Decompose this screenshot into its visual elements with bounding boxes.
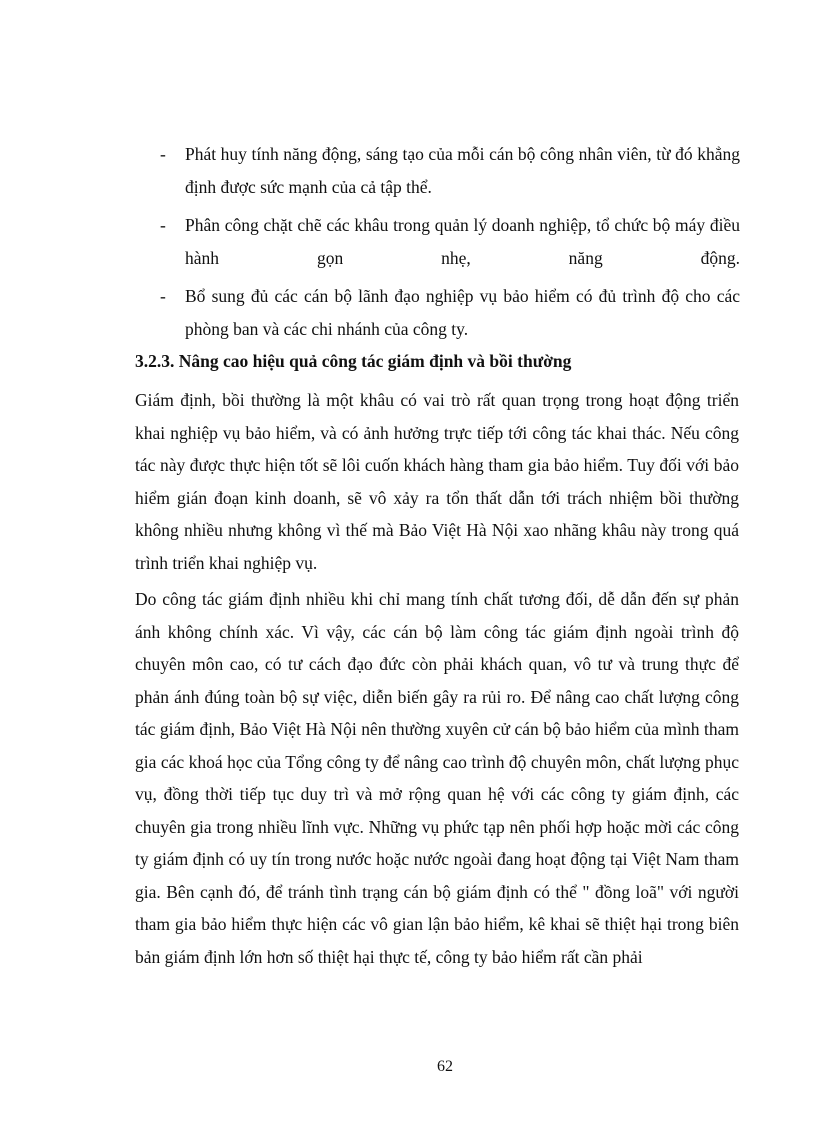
- section-heading: 3.2.3. Nâng cao hiệu quả công tác giám định và bồi thường: [135, 351, 572, 371]
- bullet-text: Phân công chặt chẽ các khâu trong quản lý doanh nghiệp, tổ chức bộ máy điều hành gọn nhẹ, năng động.: [185, 215, 740, 268]
- paragraph: Do công tác giám định nhiều khi chỉ mang tính chất tương đối, dễ dẫn đến sự phản ánh không chính xác. Vì vậy, các cán bộ làm công tác giám định ngoài trình độ chuyên môn cao, có tư cách đạo đức còn phải khách quan, vô tư và trung thực để phản ánh đúng toàn bộ sự việc, diễn biến gây ra rủi ro. Để nâng cao chất lượng công tác giám định, Bảo Việt Hà Nội nên thường xuyên cử cán bộ bảo hiểm của mình tham gia các khoá học của Tổng công ty để nâng cao trình độ chuyên môn, chất lượng phục vụ, đồng thời tiếp tục duy trì và mở rộng quan hệ với các công ty giám định, các chuyên gia trong nhiều lĩnh vực. Những vụ phức tạp nên phối hợp hoặc mời các công ty giám định có uy tín trong nước hoặc nước ngoài đang hoạt động tại Việt Nam tham gia. Bên cạnh đó, để tránh tình trạng cán bộ giám định có thể " đồng loã" với người tham gia bảo hiểm thực hiện các vô gian lận bảo hiểm, kê khai sẽ thiệt hại trong biên bản giám định lớn hơn số thiệt hại thực tế, công ty bảo hiểm rất cần phải: [135, 589, 739, 967]
- bullet-dash: -: [160, 215, 166, 235]
- bullet-item: [160, 138, 740, 204]
- bullet-dash: -: [160, 144, 166, 164]
- paragraph: Giám định, bồi thường là một khâu có vai trò rất quan trọng trong hoạt động triển khai nghiệp vụ bảo hiểm, và có ảnh hưởng trực tiếp tới công tác khai thác. Nếu công tác này được thực hiện tốt sẽ lôi cuốn khách hàng tham gia bảo hiểm. Tuy đối với bảo hiểm gián đoạn kinh doanh, sẽ vô xảy ra tổn thất dẫn tới trách nhiệm bồi thường không nhiều nhưng không vì thế mà Bảo Việt Hà Nội xao nhãng khâu này trong quá trình triển khai nghiệp vụ.: [135, 390, 739, 573]
- bullet-list: [160, 138, 740, 351]
- bullet-text: Bổ sung đủ các cán bộ lãnh đạo nghiệp vụ bảo hiểm có đủ trình độ cho các phòng ban và các chi nhánh của công ty.: [185, 286, 740, 339]
- bullet-item: [160, 280, 740, 346]
- page-number: 62: [437, 1058, 453, 1075]
- bullet-item: [160, 209, 740, 275]
- bullet-dash: -: [160, 286, 166, 306]
- bullet-text: Phát huy tính năng động, sáng tạo của mỗi cán bộ công nhân viên, từ đó khẳng định được sức mạnh của cả tập thể.: [185, 144, 740, 197]
